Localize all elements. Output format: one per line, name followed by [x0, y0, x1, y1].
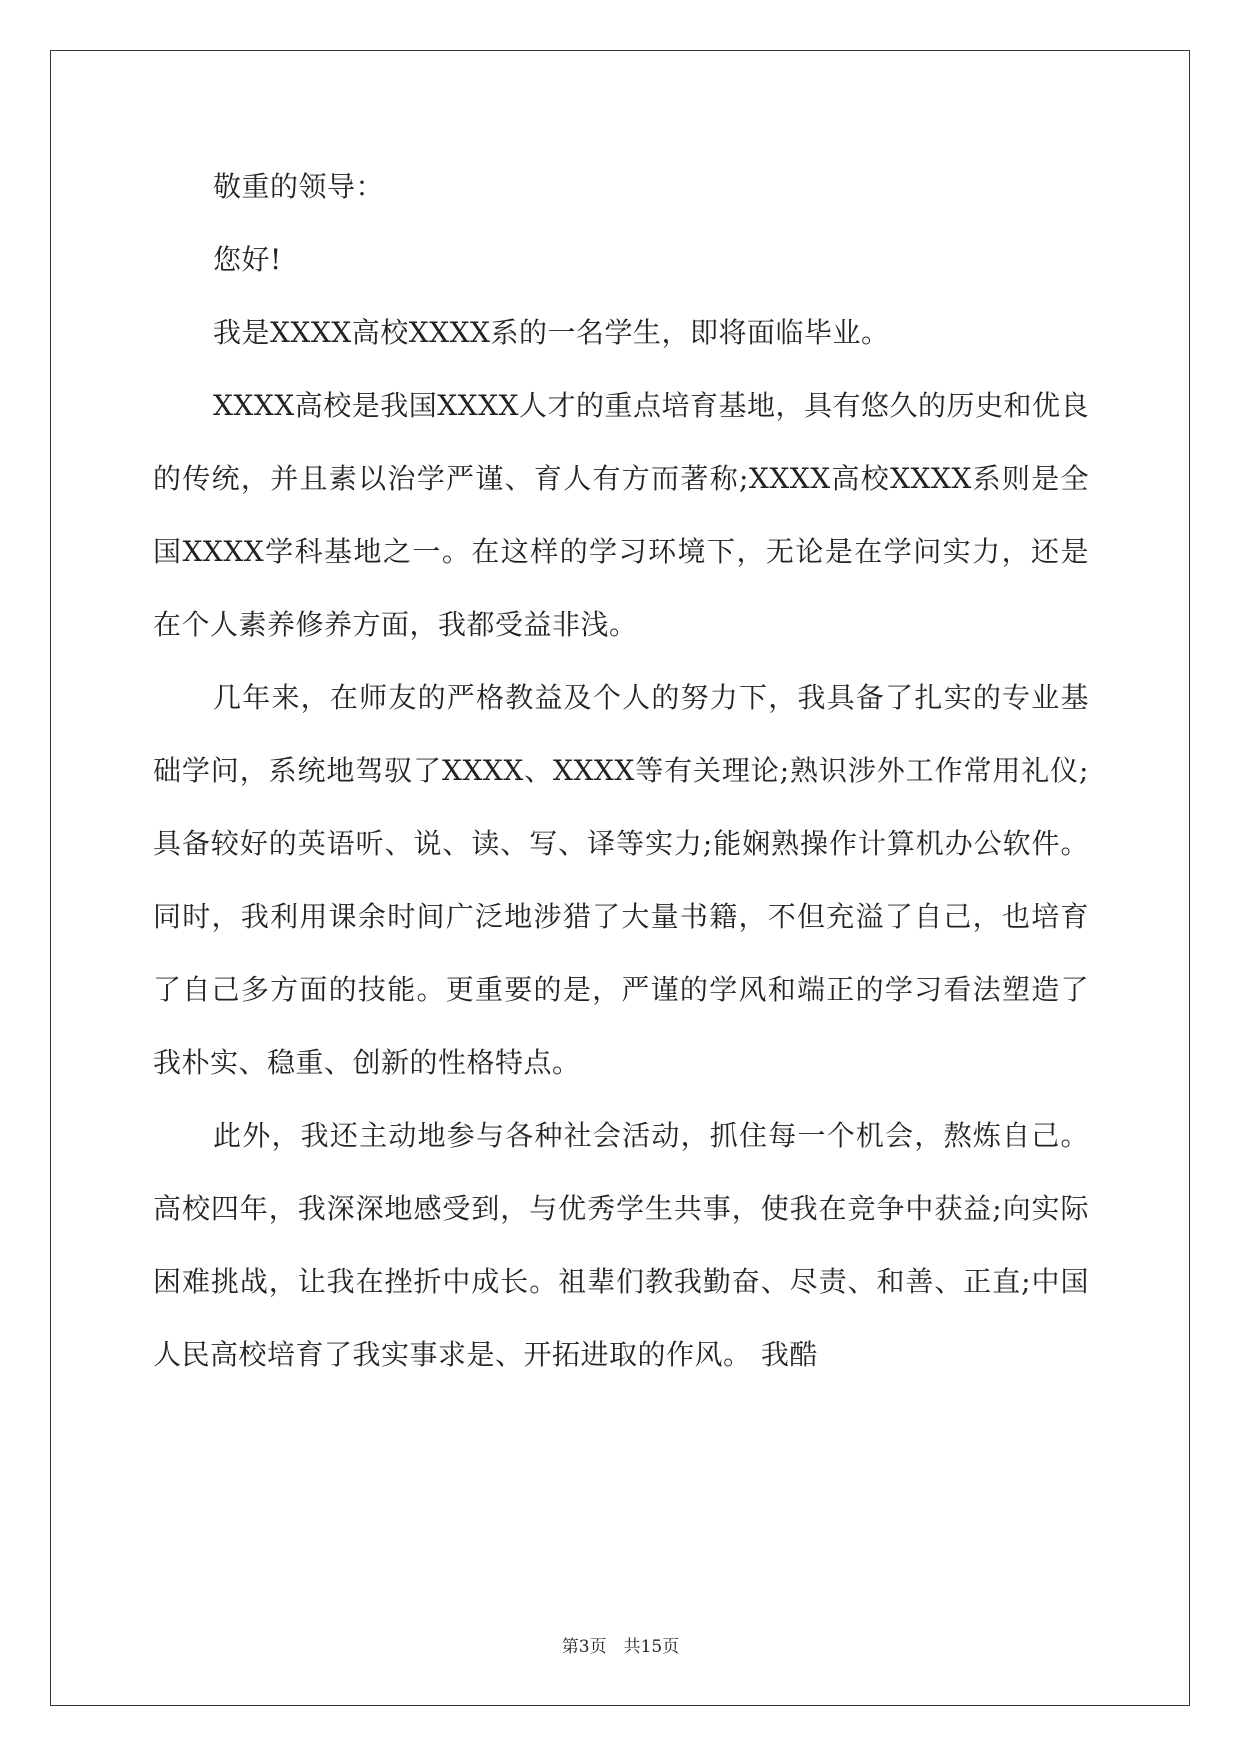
greeting: 您好!: [213, 243, 282, 276]
salutation: 敬重的领导：: [213, 170, 385, 203]
paragraph-school: XXXX高校是我国XXXX人才的重点培育基地，具有悠久的历史和优良的传统，并且素以治学严谨、育人有方而著称;XXXX高校XXXX系则是全国XXXX学科基地之一。在这样的学习环境下，无论是在学问实力，还是在个人素养修养方面，我都受益非浅。: [153, 389, 1089, 641]
paragraph-skills: 几年来，在师友的严格教益及个人的努力下，我具备了扎实的专业基础学问，系统地驾驭了XXXX、XXXX等有关理论;熟识涉外工作常用礼仪;具备较好的英语听、说、读、写、译等实力;能娴熟操作计算机办公软件。同时，我利用课余时间广泛地涉猎了大量书籍，不但充溢了自己，也培育了自己多方面的技能。更重要的是，严谨的学风和端正的学习看法塑造了我朴实、稳重、创新的性格特点。: [153, 681, 1089, 1079]
page-number: 第3页 共15页: [561, 1637, 680, 1657]
letter-body: [153, 150, 1089, 1391]
paragraph-activities: 此外，我还主动地参与各种社会活动，抓住每一个机会，熬炼自己。高校四年，我深深地感受到，与优秀学生共事，使我在竞争中获益;向实际困难挑战，让我在挫折中成长。祖辈们教我勤奋、尽责、和善、正直;中国人民高校培育了我实事求是、开拓进取的作风。 我酷: [153, 1119, 1089, 1371]
paragraph-intro: 我是XXXX高校XXXX系的一名学生，即将面临毕业。: [213, 316, 890, 349]
